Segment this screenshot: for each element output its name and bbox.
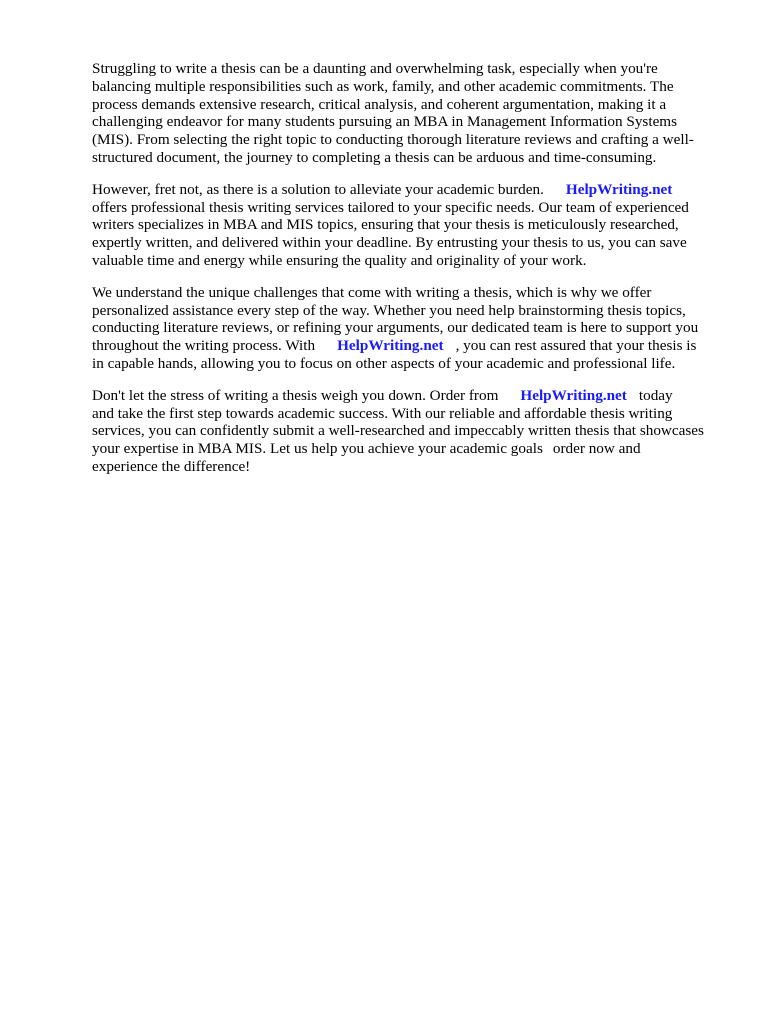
text-segment: , you can rest assured that your thesis is <box>455 337 697 355</box>
helpwriting-link[interactable]: HelpWriting.net <box>520 386 627 404</box>
text-segment: your expertise in MBA MIS. Let us help you achieve your academic goals <box>92 440 543 458</box>
text-line: writers specializes in MBA and MIS topics, ensuring that your thesis is meticulously researched, <box>92 216 679 234</box>
paragraph-solution <box>92 181 722 270</box>
text-segment: Don't let the stress of writing a thesis weigh you down. Order from <box>92 386 499 404</box>
text-line: challenging endeavor for many students pursuing an MBA in Management Information Systems <box>92 113 678 131</box>
text-segment: throughout the writing process. With <box>92 337 316 355</box>
text-line: expertly written, and delivered within your deadline. By entrusting your thesis to us, you can save <box>92 234 687 252</box>
text-line: valuable time and energy while ensuring the quality and originality of your work. <box>92 251 587 269</box>
paragraph-intro <box>92 60 722 167</box>
text-segment: However, fret not, as there is a solution to alleviate your academic burden. <box>92 180 544 198</box>
text-line: personalized assistance every step of the way. Whether you need help brainstorming thesis topics, <box>92 301 686 319</box>
text-line: (MIS). From selecting the right topic to conducting thorough literature reviews and crafting a well- <box>92 131 694 149</box>
text-line: services, you can confidently submit a well-researched and impeccably written thesis that showcases <box>92 422 704 440</box>
text-line: process demands extensive research, critical analysis, and coherent argumentation, making it a <box>92 95 667 113</box>
paragraph-call-to-action <box>92 387 722 476</box>
text-line: We understand the unique challenges that come with writing a thesis, which is why we offer <box>92 283 652 301</box>
text-line <box>92 181 722 199</box>
text-segment: order now and <box>552 440 641 458</box>
text-line: offers professional thesis writing services tailored to your specific needs. Our team of experienced <box>92 198 689 216</box>
text-line <box>92 387 722 405</box>
text-line <box>92 337 722 355</box>
text-segment: today <box>638 386 673 404</box>
text-line: Struggling to write a thesis can be a daunting and overwhelming task, especially when you're <box>92 60 658 77</box>
text-line: balancing multiple responsibilities such as work, family, and other academic commitments. The <box>92 77 674 95</box>
text-line: conducting literature reviews, or refining your arguments, our dedicated team is here to support you <box>92 319 699 337</box>
document-body <box>92 60 722 490</box>
paragraph-assistance <box>92 284 722 373</box>
text-line <box>92 440 722 458</box>
text-line: and take the first step towards academic success. With our reliable and affordable thesis writing <box>92 404 673 422</box>
text-line: structured document, the journey to completing a thesis can be arduous and time-consuming. <box>92 148 657 166</box>
text-line: experience the difference! <box>92 457 251 475</box>
text-line: in capable hands, allowing you to focus on other aspects of your academic and professional life. <box>92 354 676 372</box>
helpwriting-link[interactable]: HelpWriting.net <box>565 180 673 198</box>
helpwriting-link[interactable]: HelpWriting.net <box>337 337 444 355</box>
